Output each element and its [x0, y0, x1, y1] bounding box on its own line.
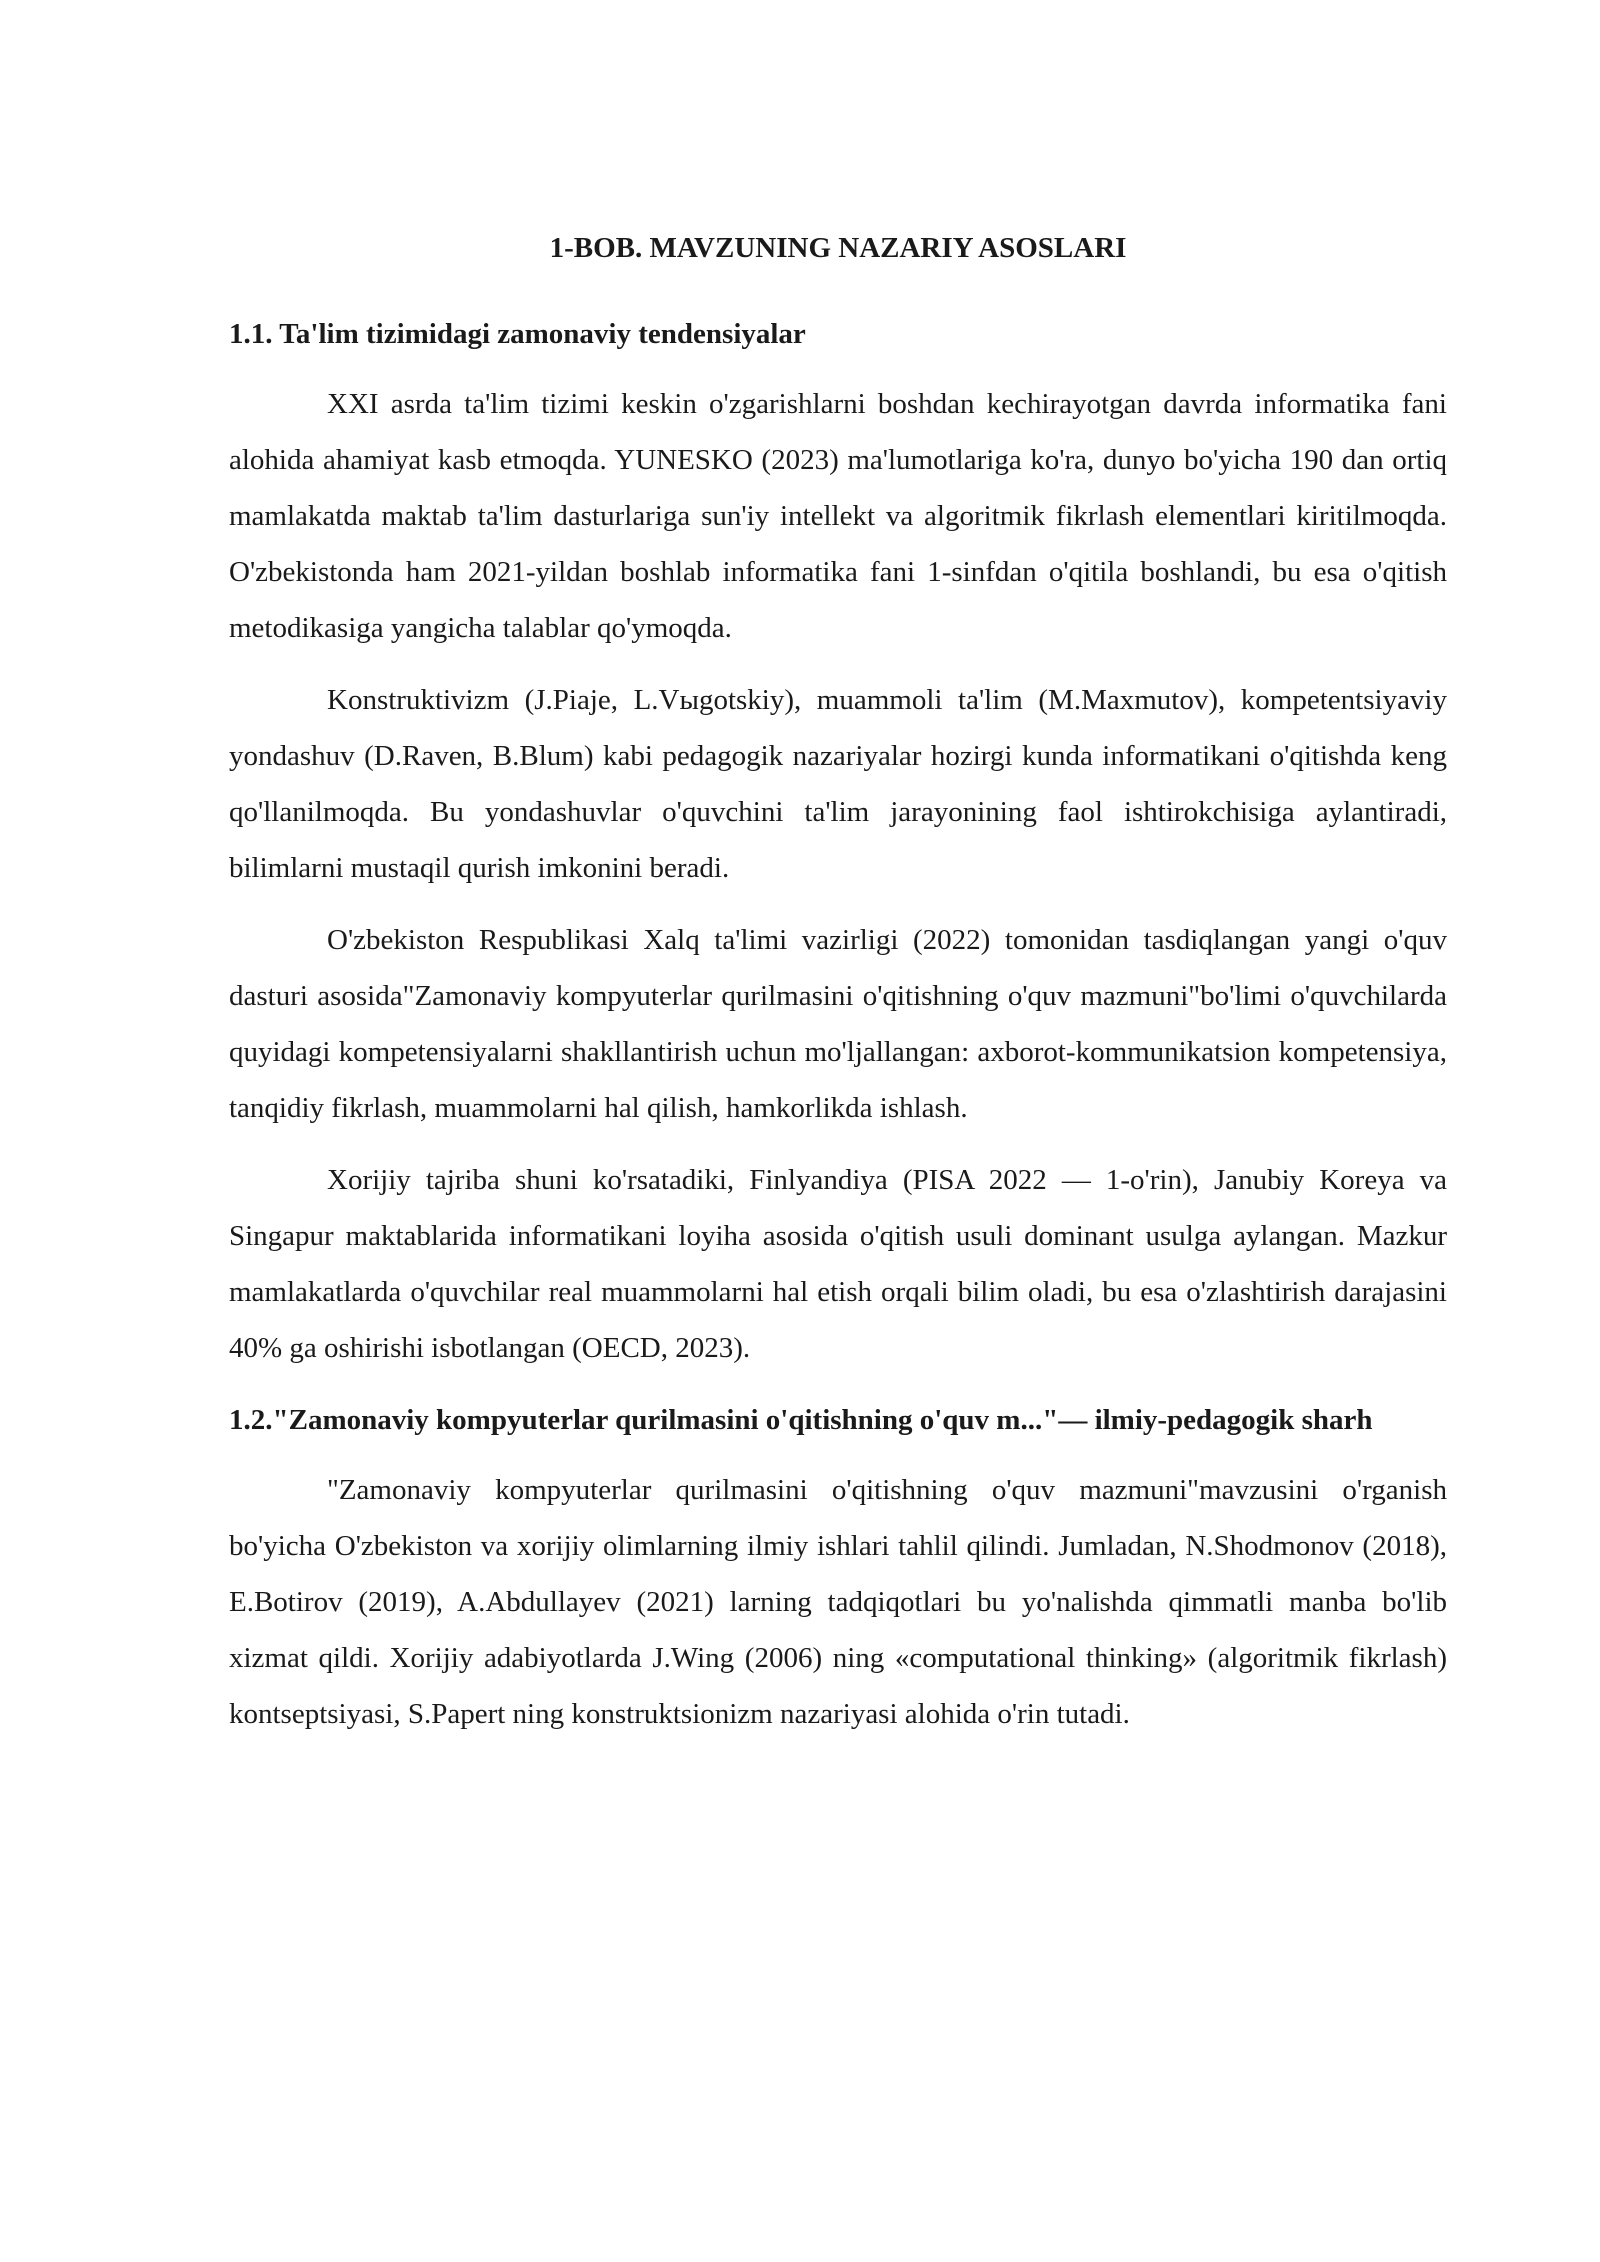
- paragraph: "Zamonaviy kompyuterlar qurilmasini o'qitishning o'quv mazmuni"mavzusini o'rganish bo'yicha O'zbekiston va xorijiy olimlarning ilmiy ishlari tahlil qilindi. Jumladan, N.Shodmonov (2018), E.Botirov (2019), A.Abdullayev (2021) larning tadqiqotlari bu yo'nalishda qimmatli manba bo'lib xizmat qildi. Xorijiy adabiyotlarda J.Wing (2006) ning «computational thinking» (algoritmik fikrlash) kontseptsiyasi, S.Papert ning konstruktsionizm nazariyasi alohida o'rin tutadi.: [229, 1474, 1447, 1730]
- paragraph: Xorijiy tajriba shuni ko'rsatadiki, Finlyandiya (PISA 2022 — 1-o'rin), Janubiy Koreya va Singapur maktablarida informatikani loyiha asosida o'qitish usuli dominant usulga aylangan. Mazkur mamlakatlarda o'quvchilar real muammolarni hal etish orqali bilim oladi, bu esa o'zlashtirish darajasini 40% ga oshirishi isbotlangan (OECD, 2023).: [229, 1164, 1447, 1364]
- section-heading-1-2: 1.2."Zamonaviy kompyuterlar qurilmasini o'qitishning o'quv m..."— ilmiy-pedagogik sharh: [229, 1404, 1373, 1436]
- page-content: [229, 222, 1447, 1758]
- paragraph: XXI asrda ta'lim tizimi keskin o'zgarishlarni boshdan kechirayotgan davrda informatika fani alohida ahamiyat kasb etmoqda. YUNESKO (2023) ma'lumotlariga ko'ra, dunyo bo'yicha 190 dan ortiq mamlakatda maktab ta'lim dasturlariga sun'iy intellekt va algoritmik fikrlash elementlari kiritilmoqda. O'zbekistonda ham 2021-yildan boshlab informatika fani 1-sinfdan o'qitila boshlandi, bu esa o'qitish metodikasiga yangicha talablar qo'ymoqda.: [229, 388, 1447, 644]
- paragraph: O'zbekiston Respublikasi Xalq ta'limi vazirligi (2022) tomonidan tasdiqlangan yangi o'quv dasturi asosida"Zamonaviy kompyuterlar qurilmasini o'qitishning o'quv mazmuni"bo'limi o'quvchilarda quyidagi kompetensiyalarni shakllantirish uchun mo'ljallangan: axborot-kommunikatsion kompetensiya, tanqidiy fikrlash, muammolarni hal qilish, hamkorlikda ishlash.: [229, 924, 1447, 1124]
- section-heading-1-1: 1.1. Ta'lim tizimidagi zamonaviy tendensiyalar: [229, 318, 806, 350]
- paragraph: Konstruktivizm (J.Piaje, L.Vыgotskiy), muammoli ta'lim (M.Maxmutov), kompetentsiyaviy yondashuv (D.Raven, B.Blum) kabi pedagogik nazariyalar hozirgi kunda informatikani o'qitishda keng qo'llanilmoqda. Bu yondashuvlar o'quvchini ta'lim jarayonining faol ishtirokchisiga aylantiradi, bilimlarni mustaqil qurish imkonini beradi.: [229, 684, 1447, 884]
- chapter-title: 1-BOB. MAVZUNING NAZARIY ASOSLARI: [549, 232, 1127, 264]
